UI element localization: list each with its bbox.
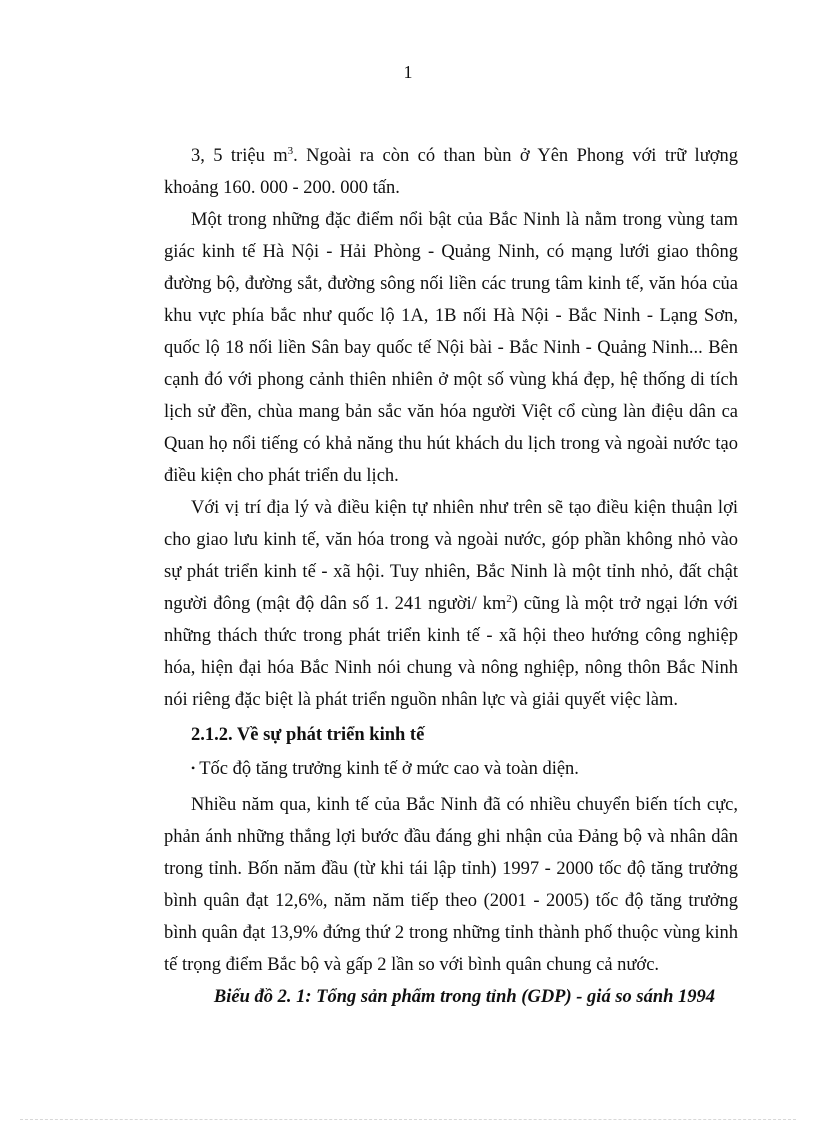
- paragraph-growth: Nhiều năm qua, kinh tế của Bắc Ninh đã có nhiều chuyển biến tích cực, phản ánh những thắng lợi bước đầu đáng ghi nhận của Đảng bộ và nhân dân trong tỉnh. Bốn năm đầu (từ khi tái lập tỉnh) 1997 - 2000 tốc độ tăng trưởng bình quân đạt 12,6%, năm năm tiếp theo (2001 - 2005) tốc độ tăng trưởng bình quân đạt 13,9% đứng thứ 2 trong những tỉnh thành phố thuộc vùng kinh tế trọng điểm Bắc bộ và gấp 2 lần so với bình quân chung cả nước.: [164, 795, 738, 975]
- page-number: 1: [403, 62, 413, 82]
- section-heading: 2.1.2. Về sự phát triển kinh tế: [191, 725, 425, 745]
- bullet-item: [164, 752, 738, 789]
- paragraph-conditions: [164, 492, 738, 716]
- superscript: 3: [287, 144, 294, 157]
- page-bottom-divider: [20, 1119, 796, 1120]
- paragraph-location: Một trong những đặc điểm nổi bật của Bắc Ninh là nằm trong vùng tam giác kinh tế Hà Nội - Hải Phòng - Quảng Ninh, có mạng lưới giao thông đường bộ, đường sắt, đường sông nối liền các trung tâm kinh tế, văn hóa của khu vực phía bắc như quốc lộ 1A, 1B nối Hà Nội - Bắc Ninh - Lạng Sơn, quốc lộ 18 nối liền Sân bay quốc tế Nội bài - Bắc Ninh - Quảng Ninh... Bên cạnh đó với phong cảnh thiên nhiên ở một số vùng khá đẹp, hệ thống di tích lịch sử đền, chùa mang bản sắc văn hóa người Việt cổ cùng làn điệu dân ca Quan họ nổi tiếng có khả năng thu hút khách du lịch trong và ngoài nước tạo điều kiện cho phát triển du lịch.: [164, 210, 738, 486]
- text-span: . Ngoài ra còn có than bùn ở Yên Phong với trữ lượng khoảng 160. 000 - 200. 000 tấn.: [164, 146, 738, 198]
- bullet-text: Tốc độ tăng trưởng kinh tế ở mức cao và toàn diện.: [199, 759, 579, 779]
- text-span: Với vị trí địa lý và điều kiện tự nhiên như trên sẽ tạo điều kiện thuận lợi cho giao lưu kinh tế, văn hóa trong và ngoài nước, góp phần không nhỏ vào sự phát triển kinh tế - xã hội. Tuy nhiên, Bắc Ninh là một tỉnh nhỏ, đất chật người đông (mật độ dân số 1. 241 người/ km: [164, 498, 738, 614]
- document-body: [164, 140, 738, 1013]
- superscript: 2: [506, 592, 512, 605]
- chart-caption: Biểu đồ 2. 1: Tổng sản phẩm trong tỉnh (GDP) - giá so sánh 1994: [213, 987, 716, 1007]
- bullet-icon: •: [191, 761, 196, 775]
- paragraph-reserves: [164, 140, 738, 204]
- text-span: ) cũng là một trở ngại lớn với những thách thức trong phát triển kinh tế - xã hội theo hướng công nghiệp hóa, hiện đại hóa Bắc Ninh nói chung và nông nghiệp, nông thôn Bắc Ninh nói riêng đặc biệt là phát triển nguồn nhân lực và giải quyết việc làm.: [164, 594, 738, 710]
- text-span: 3, 5 triệu m: [191, 146, 288, 166]
